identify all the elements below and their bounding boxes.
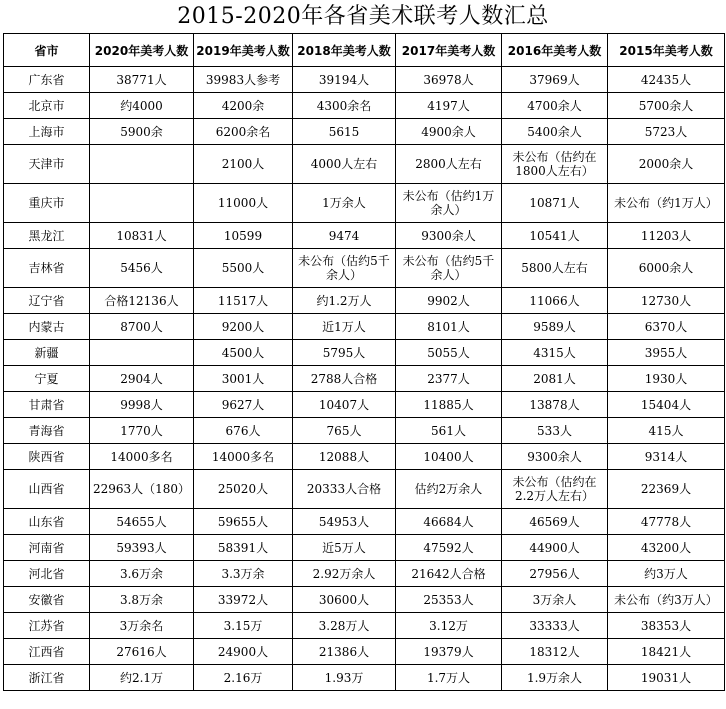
province-cell: 山西省 <box>4 470 90 509</box>
count-cell: 5900余 <box>90 119 194 145</box>
count-cell: 3万余名 <box>90 613 194 639</box>
count-cell: 6000余人 <box>608 249 725 288</box>
table-row <box>4 613 725 639</box>
count-cell: 2788人合格 <box>293 366 396 392</box>
province-cell: 江苏省 <box>4 613 90 639</box>
count-cell: 合格12136人 <box>90 288 194 314</box>
count-cell: 38771人 <box>90 67 194 93</box>
count-cell: 59393人 <box>90 535 194 561</box>
table-row <box>4 184 725 223</box>
count-cell: 未公布（约1万人） <box>608 184 725 223</box>
count-cell: 54655人 <box>90 509 194 535</box>
count-cell: 3万余人 <box>502 587 608 613</box>
count-cell: 415人 <box>608 418 725 444</box>
count-cell: 22963人（180） <box>90 470 194 509</box>
table-row <box>4 223 725 249</box>
count-cell <box>90 184 194 223</box>
province-cell: 辽宁省 <box>4 288 90 314</box>
count-cell: 3001人 <box>194 366 293 392</box>
count-cell: 54953人 <box>293 509 396 535</box>
count-cell: 25353人 <box>396 587 502 613</box>
count-cell: 46569人 <box>502 509 608 535</box>
province-cell: 天津市 <box>4 145 90 184</box>
column-header-year: 2020年美考人数 <box>90 34 194 67</box>
count-cell: 19031人 <box>608 665 725 691</box>
count-cell: 未公布（估约在1800人左右） <box>502 145 608 184</box>
count-cell: 4500人 <box>194 340 293 366</box>
count-cell: 11000人 <box>194 184 293 223</box>
province-cell: 重庆市 <box>4 184 90 223</box>
table-row <box>4 470 725 509</box>
province-cell: 河南省 <box>4 535 90 561</box>
count-cell: 1万余人 <box>293 184 396 223</box>
count-cell: 18312人 <box>502 639 608 665</box>
count-cell: 10871人 <box>502 184 608 223</box>
table-row <box>4 340 725 366</box>
province-cell: 河北省 <box>4 561 90 587</box>
count-cell: 11885人 <box>396 392 502 418</box>
count-cell: 27616人 <box>90 639 194 665</box>
province-cell: 陕西省 <box>4 444 90 470</box>
province-cell: 浙江省 <box>4 665 90 691</box>
count-cell: 10599 <box>194 223 293 249</box>
count-cell: 5500人 <box>194 249 293 288</box>
table-row <box>4 444 725 470</box>
province-cell: 内蒙古 <box>4 314 90 340</box>
province-cell: 安徽省 <box>4 587 90 613</box>
table-row <box>4 392 725 418</box>
count-cell: 12730人 <box>608 288 725 314</box>
province-cell: 甘肃省 <box>4 392 90 418</box>
count-cell: 1.7万人 <box>396 665 502 691</box>
count-cell: 19379人 <box>396 639 502 665</box>
count-cell: 36978人 <box>396 67 502 93</box>
count-cell: 3.6万余 <box>90 561 194 587</box>
count-cell: 未公布（约3万人） <box>608 587 725 613</box>
count-cell: 10400人 <box>396 444 502 470</box>
table-row <box>4 249 725 288</box>
count-cell: 9998人 <box>90 392 194 418</box>
count-cell: 27956人 <box>502 561 608 587</box>
province-cell: 山东省 <box>4 509 90 535</box>
count-cell: 533人 <box>502 418 608 444</box>
table-row <box>4 93 725 119</box>
count-cell: 近1万人 <box>293 314 396 340</box>
count-cell: 2081人 <box>502 366 608 392</box>
count-cell: 33333人 <box>502 613 608 639</box>
province-cell: 江西省 <box>4 639 90 665</box>
count-cell: 46684人 <box>396 509 502 535</box>
count-cell: 5800人左右 <box>502 249 608 288</box>
count-cell: 43200人 <box>608 535 725 561</box>
table-body <box>4 67 725 691</box>
count-cell: 39983人参考 <box>194 67 293 93</box>
table-row <box>4 509 725 535</box>
count-cell: 59655人 <box>194 509 293 535</box>
count-cell: 9902人 <box>396 288 502 314</box>
count-cell: 561人 <box>396 418 502 444</box>
table-row <box>4 535 725 561</box>
count-cell: 8101人 <box>396 314 502 340</box>
count-cell: 未公布（估约在2.2万人左右） <box>502 470 608 509</box>
table-row <box>4 418 725 444</box>
count-cell: 4000人左右 <box>293 145 396 184</box>
table-row <box>4 288 725 314</box>
count-cell: 9474 <box>293 223 396 249</box>
count-cell: 4300余名 <box>293 93 396 119</box>
count-cell: 5700余人 <box>608 93 725 119</box>
count-cell: 1.9万余人 <box>502 665 608 691</box>
column-header-year: 2017年美考人数 <box>396 34 502 67</box>
count-cell: 6200余名 <box>194 119 293 145</box>
count-cell: 9627人 <box>194 392 293 418</box>
province-cell: 青海省 <box>4 418 90 444</box>
count-cell: 未公布（估约1万余人） <box>396 184 502 223</box>
count-cell: 10541人 <box>502 223 608 249</box>
count-cell: 约4000 <box>90 93 194 119</box>
header-row <box>4 34 725 67</box>
count-cell: 3955人 <box>608 340 725 366</box>
count-cell: 9589人 <box>502 314 608 340</box>
table-row <box>4 314 725 340</box>
count-cell: 765人 <box>293 418 396 444</box>
count-cell: 10831人 <box>90 223 194 249</box>
table-row <box>4 67 725 93</box>
count-cell: 11066人 <box>502 288 608 314</box>
table-header <box>4 34 725 67</box>
count-cell: 14000多名 <box>90 444 194 470</box>
count-cell: 38353人 <box>608 613 725 639</box>
count-cell: 25020人 <box>194 470 293 509</box>
count-cell: 约1.2万人 <box>293 288 396 314</box>
count-cell: 约3万人 <box>608 561 725 587</box>
count-cell: 1930人 <box>608 366 725 392</box>
count-cell: 33972人 <box>194 587 293 613</box>
count-cell: 近5万人 <box>293 535 396 561</box>
count-cell: 4700余人 <box>502 93 608 119</box>
table-row <box>4 587 725 613</box>
count-cell: 4315人 <box>502 340 608 366</box>
count-cell: 2100人 <box>194 145 293 184</box>
count-cell: 9200人 <box>194 314 293 340</box>
count-cell: 47778人 <box>608 509 725 535</box>
count-cell: 2377人 <box>396 366 502 392</box>
count-cell: 9300余人 <box>502 444 608 470</box>
count-cell: 44900人 <box>502 535 608 561</box>
column-header-year: 2018年美考人数 <box>293 34 396 67</box>
count-cell: 12088人 <box>293 444 396 470</box>
count-cell: 10407人 <box>293 392 396 418</box>
table-row <box>4 145 725 184</box>
province-cell: 新疆 <box>4 340 90 366</box>
column-header-province: 省市 <box>4 34 90 67</box>
province-cell: 宁夏 <box>4 366 90 392</box>
count-cell: 3.15万 <box>194 613 293 639</box>
count-cell: 5723人 <box>608 119 725 145</box>
count-cell: 14000多名 <box>194 444 293 470</box>
count-cell: 5456人 <box>90 249 194 288</box>
count-cell: 未公布（估约5千余人） <box>293 249 396 288</box>
table-row <box>4 561 725 587</box>
count-cell: 3.3万余 <box>194 561 293 587</box>
count-cell: 4197人 <box>396 93 502 119</box>
count-cell: 20333人合格 <box>293 470 396 509</box>
count-cell: 21642人合格 <box>396 561 502 587</box>
column-header-year: 2015年美考人数 <box>608 34 725 67</box>
count-cell: 5615 <box>293 119 396 145</box>
count-cell: 37969人 <box>502 67 608 93</box>
count-cell: 9314人 <box>608 444 725 470</box>
count-cell: 2800人左右 <box>396 145 502 184</box>
count-cell: 5795人 <box>293 340 396 366</box>
count-cell: 9300余人 <box>396 223 502 249</box>
count-cell: 4900余人 <box>396 119 502 145</box>
count-cell: 5400余人 <box>502 119 608 145</box>
count-cell: 58391人 <box>194 535 293 561</box>
table-row <box>4 366 725 392</box>
count-cell: 42435人 <box>608 67 725 93</box>
count-cell: 21386人 <box>293 639 396 665</box>
count-cell: 2904人 <box>90 366 194 392</box>
count-cell: 未公布（估约5千余人） <box>396 249 502 288</box>
table-row <box>4 639 725 665</box>
count-cell: 3.8万余 <box>90 587 194 613</box>
count-cell: 1.93万 <box>293 665 396 691</box>
province-cell: 吉林省 <box>4 249 90 288</box>
count-cell: 2.92万余人 <box>293 561 396 587</box>
count-cell: 2000余人 <box>608 145 725 184</box>
province-cell: 北京市 <box>4 93 90 119</box>
province-cell: 上海市 <box>4 119 90 145</box>
column-header-year: 2016年美考人数 <box>502 34 608 67</box>
count-cell: 5055人 <box>396 340 502 366</box>
count-cell <box>90 145 194 184</box>
summary-table <box>3 33 725 691</box>
count-cell: 11517人 <box>194 288 293 314</box>
column-header-year: 2019年美考人数 <box>194 34 293 67</box>
count-cell: 6370人 <box>608 314 725 340</box>
count-cell: 30600人 <box>293 587 396 613</box>
province-cell: 广东省 <box>4 67 90 93</box>
count-cell: 39194人 <box>293 67 396 93</box>
count-cell: 约2.1万 <box>90 665 194 691</box>
count-cell: 22369人 <box>608 470 725 509</box>
count-cell: 估约2万余人 <box>396 470 502 509</box>
page-title: 2015-2020年各省美术联考人数汇总 <box>177 4 549 29</box>
table-row <box>4 665 725 691</box>
table-row <box>4 119 725 145</box>
count-cell: 47592人 <box>396 535 502 561</box>
province-cell: 黑龙江 <box>4 223 90 249</box>
count-cell <box>90 340 194 366</box>
count-cell: 2.16万 <box>194 665 293 691</box>
count-cell: 13878人 <box>502 392 608 418</box>
count-cell: 15404人 <box>608 392 725 418</box>
count-cell: 11203人 <box>608 223 725 249</box>
count-cell: 3.12万 <box>396 613 502 639</box>
count-cell: 676人 <box>194 418 293 444</box>
count-cell: 1770人 <box>90 418 194 444</box>
count-cell: 24900人 <box>194 639 293 665</box>
count-cell: 4200余 <box>194 93 293 119</box>
count-cell: 18421人 <box>608 639 725 665</box>
count-cell: 3.28万人 <box>293 613 396 639</box>
count-cell: 8700人 <box>90 314 194 340</box>
